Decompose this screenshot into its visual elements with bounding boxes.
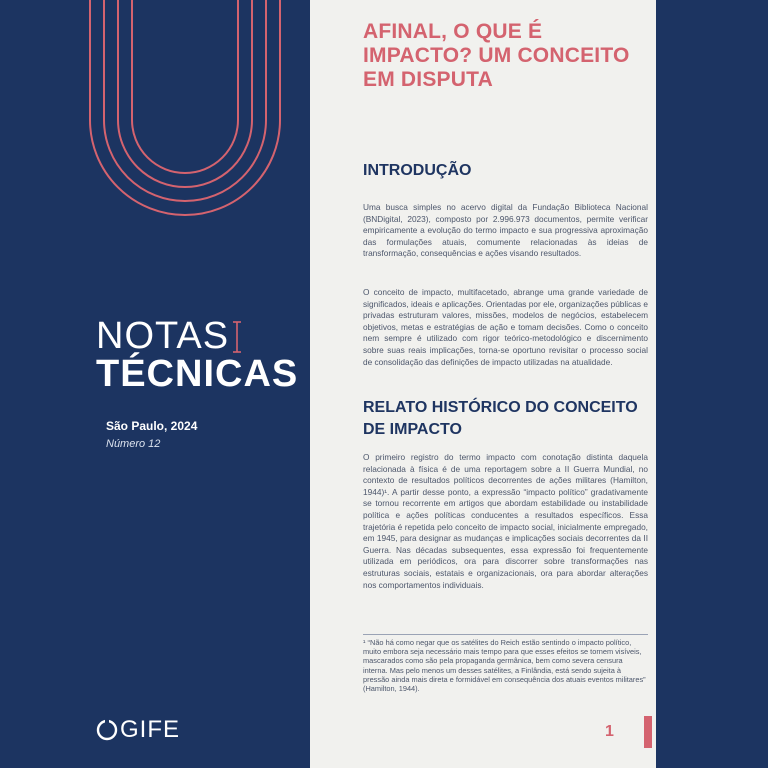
historical-paragraph-1: O primeiro registro do termo impacto com conotação distinta daquela relacionada à física é de uma reportagem sobre a II Guerra Mundial, no contexto de resultados políticos decorrentes de ações militares (Hamilton, 1944)¹. A partir desse ponto, a expressão “impacto político” gradativamente se tornou recorrente em artigos que abordam estabilidade ou instabilidade política e ações políticas conducentes a resultados específicos. Essa trajetória é repetida pelo conceito de impacto social, inicialmente empregado, em 1945, para designar as mudanças e implicações sociais decorrentes da II Guerra. Nas décadas subsequentes, essa expressão foi frequentemente utilizada em periódicos, ora para discorrer sobre transformações nas estruturas sociais, estatais e organizacionais, ora para abordar alterações nos comportamentos individuais. [363, 452, 648, 590]
series-title [96, 315, 299, 395]
logo-ring-icon [96, 718, 118, 742]
logo-text: GIFE [120, 716, 181, 743]
background-band [656, 0, 768, 768]
article-title: AFINAL, O QUE É IMPACTO? UM CONCEITO EM DISPUTA [363, 20, 630, 91]
intro-paragraph-2: O conceito de impacto, multifacetado, abrange uma grande variedade de significados, ideais e aplicações. Orientadas por ele, organizações públicas e privadas estruturam valores, missões, modelos de negócios, estabelecem objetivos, metas e estratégias de ação e tomam decisões. Como o conceito nem sempre é utilizado com rigor teórico-metodológico e discernimento sobre suas reais implicações, torna-se oportuno revisitar o processo social de consolidação das definições de impacto utilizadas na atualidade. [363, 287, 648, 367]
document-page [310, 0, 656, 768]
issue-number: Número 12 [106, 438, 161, 450]
cursor-mark-icon [232, 318, 242, 356]
arch-lines-graphic [80, 0, 290, 220]
cover-panel [0, 0, 310, 768]
section-heading-historical: RELATO HISTÓRICO DO CONCEITO DE IMPACTO [363, 399, 638, 438]
section-heading-introduction: INTRODUÇÃO [363, 162, 472, 179]
page-number: 1 [605, 723, 614, 740]
footnote: ¹ “Não há como negar que os satélites do Reich estão sentindo o impacto político, muito embora seja necessário mais tempo para que esses efeitos se tornem visíveis, mascarados como são pela propaganda germânica, bem como severa censura interna. Mas pelo menos um desses satélites, a Finlândia, está sendo sujeita à pressão ainda mais direta e formidável em consequência dos atuais eventos militares” (Hamilton, 1944). [363, 634, 648, 693]
series-title-line2: TÉCNICAS [96, 353, 299, 395]
page-accent-bar [644, 716, 652, 748]
series-title-line1: NOTAS [96, 315, 230, 357]
intro-paragraph-1: Uma busca simples no acervo digital da Fundação Biblioteca Nacional (BNDigital, 2023), composto por 2.996.973 documentos, permite verificar empiricamente a evolução do termo impacto e sua progressiva aproximação das formulações atuais, comumente relacionadas às ideias de transformação, consequências e ações visando resultados. [363, 202, 648, 259]
gife-logo [96, 716, 180, 744]
city-year: São Paulo, 2024 [106, 419, 198, 433]
